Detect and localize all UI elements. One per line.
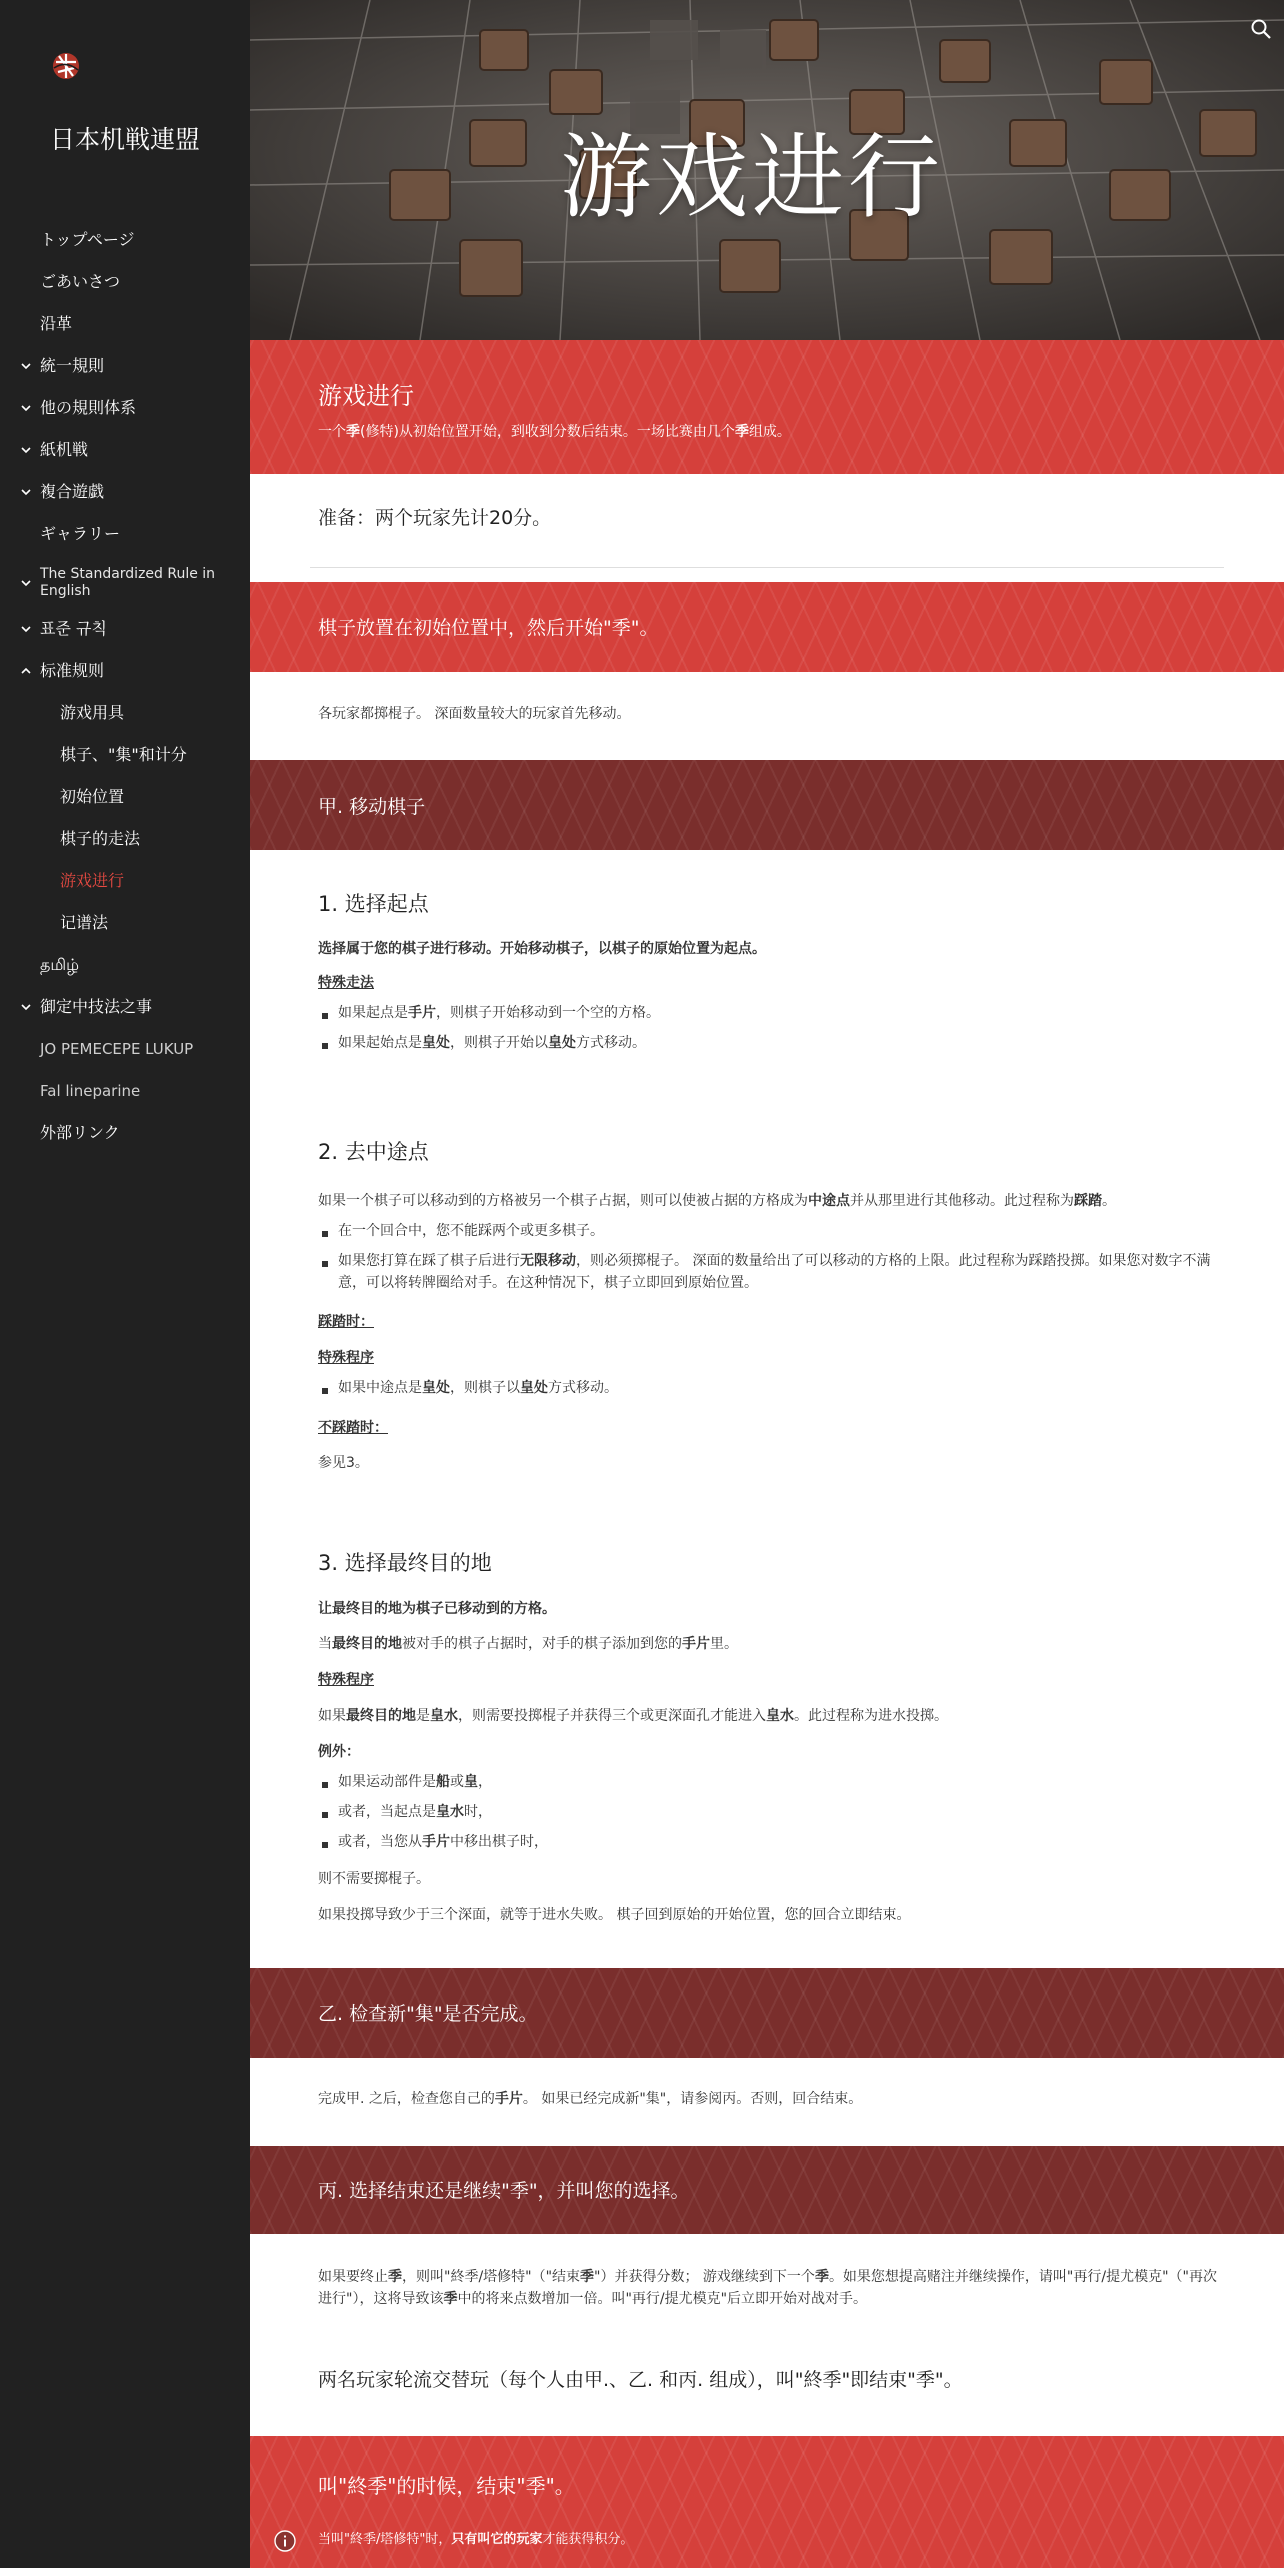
intro-title: 游戏进行 — [318, 382, 414, 410]
sidebar-item-label: 他の規則体系 — [40, 398, 137, 417]
section-a-banner — [250, 760, 1284, 850]
step1-special-label: 特殊走法 — [318, 975, 374, 991]
section-b-banner — [250, 1968, 1284, 2058]
sidebar-item-korean-rules[interactable] — [0, 614, 250, 644]
section-b-content — [250, 2058, 1284, 2146]
sidebar-item-label: 游戏进行 — [60, 871, 125, 890]
step3-exceptions-label: 例外： — [318, 1744, 360, 1760]
intro-banner — [250, 340, 1284, 474]
sidebar-item-label: 记谱法 — [60, 913, 109, 932]
step3-title: 3. 选择最终目的地 — [318, 1551, 492, 1575]
step1-bullet-2: 如果起始点是皇处，则棋子开始以皇处方式移动。 — [338, 1035, 646, 1051]
step3-paragraph-1: 当最终目的地被对手的棋子占据时，对手的棋子添加到您的手片里。 — [318, 1636, 738, 1652]
step3-paragraph-2: 如果最终目的地是皇水，则需要投掷棍子并获得三个或更深面孔才能进入皇水。此过程称为进水投掷。 — [318, 1708, 948, 1724]
sidebar-item-compound-games[interactable] — [0, 477, 250, 507]
bullet — [322, 1261, 328, 1267]
chevron-down-icon[interactable] — [20, 1001, 32, 1013]
sidebar-item-top-page[interactable] — [0, 225, 250, 255]
step2-when-no-step: 不踩踏时： — [318, 1420, 388, 1436]
bullet — [322, 1842, 328, 1848]
sidebar-item-label: 棋子、"集"和计分 — [60, 745, 187, 764]
step3-exception-3: 或者，当您从手片中移出棋子时， — [338, 1834, 548, 1850]
sidebar-item-label: 游戏用具 — [60, 703, 125, 722]
section-a-content — [250, 850, 1284, 1968]
end-season-text: 当叫"終季/塔修特"时，只有叫它的玩家才能获得积分。 — [318, 2532, 634, 2547]
start-banner-text: 棋子放置在初始位置中，然后开始"季"。 — [318, 617, 659, 639]
sidebar-item-paper-battle[interactable] — [0, 435, 250, 465]
sidebar-subitem-game-play[interactable] — [0, 866, 250, 896]
sidebar-item-jo-pemecepe[interactable] — [0, 1034, 250, 1064]
chevron-down-icon[interactable] — [20, 360, 32, 372]
sidebar-item-other-rules[interactable] — [0, 393, 250, 423]
sidebar-subitem-equipment[interactable] — [0, 698, 250, 728]
main-content — [250, 340, 1284, 2568]
sidebar-subitem-pieces-scoring[interactable] — [0, 740, 250, 770]
step3-fail-text: 如果投掷导致少于三个深面，就等于进水失败。 棋子回到原始的开始位置，您的回合立即结束。 — [318, 1907, 911, 1923]
chevron-down-icon[interactable] — [20, 623, 32, 635]
sidebar-subitem-notation[interactable] — [0, 908, 250, 938]
bullet — [322, 1782, 328, 1788]
sidebar — [0, 0, 250, 2568]
bullet — [322, 1043, 328, 1049]
sidebar-item-tamil[interactable] — [0, 950, 250, 980]
section-a-title: 甲. 移动棋子 — [318, 796, 426, 818]
section-c-banner — [250, 2146, 1284, 2234]
step1-bullet-1: 如果起点是手片，则棋子开始移动到一个空的方格。 — [338, 1005, 660, 1021]
step3-special-label: 特殊程序 — [318, 1672, 374, 1688]
bullet — [322, 1013, 328, 1019]
bullet — [322, 1231, 328, 1237]
section-b-text: 完成甲. 之后，检查您自己的手片。 如果已经完成新"集"，请参阅丙。否则，回合结束。 — [318, 2091, 863, 2107]
bullet — [322, 1812, 328, 1818]
sidebar-item-label: 표준 규칙 — [40, 619, 107, 638]
sidebar-subitem-piece-moves[interactable] — [0, 824, 250, 854]
step1-lead: 选择属于您的棋子进行移动。开始移动棋子，以棋子的原始位置为起点。 — [318, 941, 766, 957]
turns-text: 两名玩家轮流交替玩（每个人由甲.、乙. 和丙. 组成），叫"終季"即结束"季"。 — [318, 2369, 963, 2391]
start-text: 各玩家都掷棍子。 深面数量较大的玩家首先移动。 — [318, 706, 631, 722]
step3-exception-1: 如果运动部件是船或皇， — [338, 1774, 492, 1790]
sidebar-subitem-initial-position[interactable] — [0, 782, 250, 812]
intro-subtitle: 一个季(修特)从初始位置开始，到收到分数后结束。一场比赛由几个季组成。 — [318, 424, 791, 440]
chevron-down-icon[interactable] — [20, 577, 32, 589]
sidebar-item-label: ごあいさつ — [40, 272, 121, 291]
chevron-down-icon[interactable] — [20, 444, 32, 456]
sidebar-item-label: トップページ — [40, 230, 135, 249]
section-c-content — [250, 2234, 1284, 2436]
step3-no-throw: 则不需要掷棍子。 — [318, 1871, 430, 1887]
step2-when-step: 踩踏时： — [318, 1314, 374, 1330]
sidebar-item-label: 統一規則 — [40, 356, 105, 375]
step2-bullet-1: 在一个回合中，您不能踩两个或更多棋子。 — [338, 1223, 604, 1239]
step2-bullet-2: 如果您打算在踩了棋子后进行无限移动，则必须掷棍子。 深面的数量给出了可以移动的方格的上限。此过程称为踩踏投掷。如果您对数字不满意，可以将转牌圈给对手。在这种情况下，棋子立即回到原始位置。 — [338, 1253, 1211, 1292]
step3-exception-2: 或者，当起点是皇水时， — [338, 1804, 492, 1820]
start-banner — [250, 582, 1284, 672]
sidebar-item-history[interactable] — [0, 309, 250, 339]
sidebar-item-greeting[interactable] — [0, 267, 250, 297]
divider — [310, 567, 1224, 568]
shogi-logo-icon[interactable] — [46, 48, 86, 84]
step1-title: 1. 选择起点 — [318, 892, 429, 916]
sidebar-item-unified-rules[interactable] — [0, 351, 250, 381]
sidebar-item-label: 棋子的走法 — [60, 829, 141, 848]
sidebar-item-label: தமிழ் — [40, 955, 80, 974]
step2-title: 2. 去中途点 — [318, 1140, 429, 1164]
step2-bullet-3: 如果中途点是皇处，则棋子以皇处方式移动。 — [338, 1380, 618, 1396]
page-title: 游戏进行 — [559, 124, 944, 231]
sidebar-item-gallery[interactable] — [0, 519, 250, 549]
section-b-title: 乙. 检查新"集"是否完成。 — [318, 2003, 538, 2025]
step3-lead: 让最终目的地为棋子已移动到的方格。 — [318, 1601, 556, 1617]
sidebar-item-fal-lineparine[interactable] — [0, 1076, 250, 1106]
sidebar-item-label: 沿革 — [40, 314, 73, 333]
end-season-banner — [250, 2436, 1284, 2568]
sidebar-item-label: 複合遊戯 — [40, 482, 105, 501]
sidebar-item-label: 标准规则 — [40, 661, 105, 680]
sidebar-item-label: 外部リンク — [40, 1123, 120, 1142]
step2-special-label: 特殊程序 — [318, 1350, 374, 1366]
preparation-text: 准备：两个玩家先计20分。 — [318, 507, 552, 529]
step2-paragraph: 如果一个棋子可以移动到的方格被另一个棋子占据，则可以使被占据的方格成为中途点并从那里进行其他移动。此过程称为踩踏。 — [318, 1193, 1116, 1209]
sidebar-item-label: 紙机戦 — [40, 440, 89, 459]
sidebar-item-label: The Standardized Rule in English — [40, 565, 216, 599]
sidebar-item-chinese-rules[interactable] — [0, 656, 250, 686]
sidebar-item-imperial-technique[interactable] — [0, 992, 250, 1022]
step2-see-reference: 参见3。 — [318, 1455, 369, 1471]
end-season-title: 叫"終季"的时候，结束"季"。 — [318, 2474, 575, 2498]
search-icon[interactable] — [1248, 16, 1274, 42]
section-c-text: 如果要终止季，则叫"終季/塔修特"（"结束季"）并获得分数； 游戏继续到下一个季。如果您想提高赌注并继续操作，请叫"再行/提尤模克"（"再次进行"），这将导致该季中的将来点数增加一倍。叫"再行/提尤模克"后立即开始对战对手。 — [318, 2269, 1217, 2308]
start-section — [250, 672, 1284, 760]
page-header — [250, 0, 1284, 340]
site-title[interactable]: 日本机戦連盟 — [49, 125, 200, 154]
sidebar-item-label: ギャラリー — [40, 524, 121, 543]
sidebar-item-label: Fal lineparine — [40, 1081, 141, 1100]
sidebar-item-label: 御定中技法之事 — [40, 997, 153, 1016]
preparation-section — [250, 474, 1284, 582]
chevron-down-icon[interactable] — [20, 486, 32, 498]
chevron-up-icon[interactable] — [20, 665, 32, 677]
info-icon[interactable] — [274, 2530, 296, 2552]
section-c-title: 丙. 选择结束还是继续"季"，并叫您的选择。 — [318, 2180, 690, 2202]
chevron-down-icon[interactable] — [20, 402, 32, 414]
sidebar-item-external-links[interactable] — [0, 1118, 250, 1148]
bullet — [322, 1388, 328, 1394]
sidebar-item-standardized-english[interactable] — [0, 563, 250, 603]
sidebar-item-label: JO PEMECEPE LUKUP — [40, 1039, 194, 1058]
sidebar-item-label: 初始位置 — [60, 787, 125, 806]
